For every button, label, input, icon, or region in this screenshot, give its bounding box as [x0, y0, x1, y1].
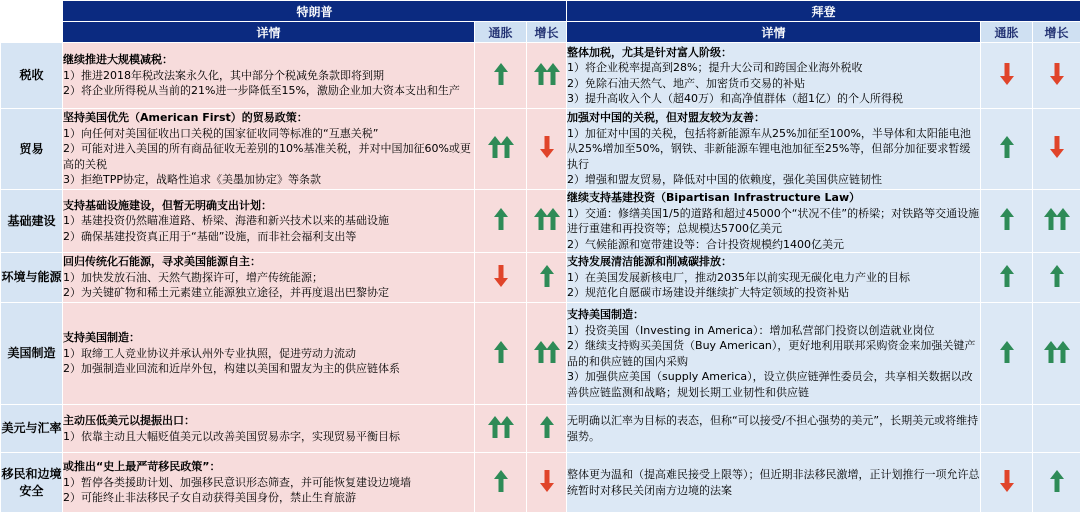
- row-category: 基础建设: [1, 190, 63, 253]
- table-row: [1, 109, 1080, 190]
- biden-detail-line: 1）将企业税率提高到28%；提升大公司和跨国企业海外税收: [567, 61, 863, 74]
- trump-growth-arrows: [541, 416, 553, 438]
- biden-detail-line: 2）免除石油天然气、地产、加密货币交易的补贴: [567, 76, 806, 90]
- trump-growth-indicator: [527, 109, 567, 190]
- biden-detail-line: 整体更为温和（提高难民接受上限等）；但近期非法移民激增，正计划推行一项允许总统暂时对移民关闭南方边境的法案: [567, 468, 980, 497]
- biden-growth-indicator: [1033, 253, 1080, 303]
- row-category: 税收: [1, 43, 63, 109]
- arrow-up-icon: [546, 341, 560, 363]
- trump-detail-line: 1）基建投资仍然瞄准道路、桥梁、海港和新兴技术以来的基础设施: [63, 214, 389, 228]
- biden-detail-line: 3）加强供应美国（supply America），设立供应链弹性委员会，共享相关数据以改善供应链监测和战略；规划长期工业韧性和供应链: [567, 370, 973, 399]
- table-row: [1, 190, 1080, 253]
- trump-detail: [63, 405, 475, 453]
- biden-detail-line: 1）交通：修缮美国1/5的道路和超过45000个“状况不佳”的桥梁；对铁路等交通设施进行重建和再投资等；总规模达5700亿美元: [567, 206, 980, 235]
- trump-detail-line: 1）取缔工人竞业协议并承认州外专业执照，促进劳动力流动: [63, 346, 356, 360]
- row-category: 美国制造: [1, 303, 63, 405]
- arrow-up-icon: [494, 470, 508, 492]
- biden-inflation-indicator: [981, 453, 1033, 513]
- trump-detail: [63, 190, 475, 253]
- trump-inflation-arrows: [495, 341, 507, 363]
- biden-inflation-indicator: [981, 43, 1033, 109]
- biden-growth-header: 增长: [1033, 22, 1080, 43]
- biden-inflation-indicator: [981, 405, 1033, 453]
- table-row: [1, 405, 1080, 453]
- biden-inflation-arrows: [1001, 470, 1013, 492]
- table-row: [1, 453, 1080, 513]
- trump-inflation-header: 通胀: [475, 22, 527, 43]
- trump-growth-indicator: [527, 43, 567, 109]
- biden-detail-lead: 支持美国制造：: [567, 308, 645, 321]
- trump-inflation-indicator: [475, 303, 527, 405]
- trump-detail-line: 1）暂停各类援助计划、加强移民意识形态筛查，并可能恢复建设边境墙: [63, 475, 411, 489]
- arrow-down-icon: [540, 470, 554, 492]
- trump-detail: [63, 253, 475, 303]
- biden-inflation-arrows: [1001, 136, 1013, 158]
- biden-growth-indicator: [1033, 405, 1080, 453]
- arrow-down-icon: [1000, 63, 1014, 85]
- trump-growth-arrows: [541, 470, 553, 492]
- biden-inflation-indicator: [981, 190, 1033, 253]
- biden-detail: [567, 453, 981, 513]
- arrow-up-icon: [494, 208, 508, 230]
- arrow-up-icon: [1056, 208, 1070, 230]
- biden-detail-header: 详情: [567, 22, 981, 43]
- trump-detail-line: 1）向任何对美国征收出口关税的国家征收同等标准的“互惠关税”: [63, 126, 379, 140]
- biden-growth-arrows: [1051, 63, 1063, 85]
- trump-growth-arrows: [535, 341, 559, 363]
- trump-detail: [63, 43, 475, 109]
- trump-inflation-indicator: [475, 43, 527, 109]
- trump-growth-header: 增长: [527, 22, 567, 43]
- biden-growth-indicator: [1033, 303, 1080, 405]
- trump-detail-line: 2）确保基建投资真正用于“基础”设施，而非社会福利支出等: [63, 229, 357, 243]
- table-row: [1, 303, 1080, 405]
- trump-inflation-arrows: [495, 470, 507, 492]
- trump-detail-lead: 支持基础设施建设，但暂无明确支出计划：: [63, 198, 272, 212]
- arrow-up-icon: [500, 416, 514, 438]
- trump-detail-line: 1）推进2018年税改法案永久化，其中部分个税减免条款即将到期: [63, 68, 384, 82]
- biden-detail-line: 1）投资美国（Investing in America）：增加私营部门投资以创造就业岗位: [567, 323, 935, 337]
- biden-inflation-arrows: [1001, 341, 1013, 363]
- row-category: 美元与汇率: [1, 405, 63, 453]
- trump-detail: [63, 453, 475, 513]
- trump-detail-line: 2）可能终止非法移民子女自动获得美国身份，禁止生育旅游: [63, 491, 356, 505]
- header-corner: [1, 1, 63, 43]
- trump-detail-lead: 支持美国制造：: [63, 331, 140, 345]
- trump-detail-lead: 或推出“史上最严苛移民政策”：: [63, 460, 221, 474]
- trump-growth-indicator: [527, 303, 567, 405]
- trump-growth-arrows: [535, 208, 559, 230]
- biden-detail: [567, 405, 981, 453]
- arrow-down-icon: [1050, 63, 1064, 85]
- biden-inflation-arrows: [1001, 265, 1013, 287]
- row-category: 移民和边境安全: [1, 453, 63, 513]
- trump-inflation-arrows: [495, 208, 507, 230]
- arrow-up-icon: [500, 136, 514, 158]
- biden-detail: [567, 43, 981, 109]
- trump-growth-indicator: [527, 190, 567, 253]
- biden-growth-indicator: [1033, 190, 1080, 253]
- biden-detail-lead: 继续支持基建投资（Bipartisan Infrastructure Law）: [567, 191, 861, 204]
- trump-growth-arrows: [541, 265, 553, 287]
- arrow-down-icon: [1050, 136, 1064, 158]
- trump-growth-arrows: [541, 136, 553, 158]
- biden-detail-line: 2）气候能源和宽带建设等：合计投资规模约1400亿美元: [567, 237, 845, 251]
- trump-detail-line: 1）加快发放石油、天然气勘探许可，增产传统能源；: [63, 270, 323, 284]
- biden-detail-line: 1）在美国发展新核电厂，推动2035年以前实现无碳化电力产业的目标: [567, 270, 911, 284]
- trump-detail-line: 2）加强制造业回流和近岸外包，构建以美国和盟友为主的供应链体系: [63, 362, 400, 376]
- biden-inflation-indicator: [981, 109, 1033, 190]
- arrow-up-icon: [1050, 265, 1064, 287]
- trump-inflation-arrows: [489, 136, 513, 158]
- biden-detail-lead: 整体加税，尤其是针对富人阶级：: [567, 45, 733, 59]
- arrow-up-icon: [1000, 208, 1014, 230]
- trump-detail-line: 2）为关键矿物和稀土元素建立能源独立途径，并再度退出巴黎协定: [63, 286, 389, 300]
- row-category: 贸易: [1, 109, 63, 190]
- row-category: 环境与能源: [1, 253, 63, 303]
- trump-inflation-arrows: [489, 416, 513, 438]
- trump-growth-arrows: [535, 63, 559, 85]
- biden-detail: [567, 303, 981, 405]
- trump-detail-line: 2）将企业所得税从当前的21%进一步降低至15%，激励企业加大资本支出和生产: [63, 84, 460, 98]
- biden-detail: [567, 253, 981, 303]
- biden-detail-lead: 加强对中国的关税，但对盟友较为友善：: [567, 111, 766, 125]
- trump-inflation-indicator: [475, 190, 527, 253]
- biden-detail: [567, 190, 981, 253]
- arrow-up-icon: [546, 63, 560, 85]
- trump-inflation-arrows: [495, 63, 507, 85]
- trump-growth-indicator: [527, 405, 567, 453]
- biden-detail-line: 2）规范化自愿碳市场建设并继续扩大特定领域的投资补贴: [567, 286, 850, 300]
- arrow-up-icon: [540, 416, 554, 438]
- trump-inflation-indicator: [475, 453, 527, 513]
- biden-growth-arrows: [1051, 470, 1063, 492]
- biden-growth-arrows: [1051, 136, 1063, 158]
- table-row: [1, 253, 1080, 303]
- trump-detail: [63, 303, 475, 405]
- trump-inflation-indicator: [475, 253, 527, 303]
- arrow-up-icon: [540, 265, 554, 287]
- trump-detail-line: 3）拒绝TPP协定，战略性追求《美墨加协定》等条款: [63, 173, 321, 187]
- biden-inflation-arrows: [1001, 208, 1013, 230]
- arrow-up-icon: [1000, 265, 1014, 287]
- arrow-up-icon: [1050, 470, 1064, 492]
- table-body: [1, 43, 1080, 513]
- arrow-down-icon: [1000, 470, 1014, 492]
- arrow-up-icon: [1000, 341, 1014, 363]
- arrow-up-icon: [1000, 136, 1014, 158]
- biden-inflation-header: 通胀: [981, 22, 1033, 43]
- trump-detail-lead: 主动压低美元以提振出口：: [63, 414, 195, 427]
- trump-detail-lead: 坚持美国优先（American First）的贸易政策：: [63, 111, 308, 125]
- biden-detail: [567, 109, 981, 190]
- biden-detail-line: 2）增强和盟友贸易，降低对中国的依赖度，强化美国供应链韧性: [567, 173, 883, 187]
- arrow-down-icon: [540, 136, 554, 158]
- biden-detail-lead: 支持发展清洁能源和削减碳排放：: [567, 255, 733, 269]
- arrow-up-icon: [546, 208, 560, 230]
- biden-growth-arrows: [1045, 208, 1069, 230]
- trump-detail-line: 2）可能对进入美国的所有商品征收无差别的10%基准关税，并对中国加征60%或更高的关税: [63, 142, 471, 171]
- trump-detail-lead: 继续推进大规模减税：: [63, 53, 173, 67]
- trump-detail-lead: 回归传统化石能源，寻求美国能源自主：: [63, 255, 261, 269]
- arrow-down-icon: [494, 265, 508, 287]
- biden-inflation-arrows: [1001, 63, 1013, 85]
- trump-growth-indicator: [527, 253, 567, 303]
- trump-growth-indicator: [527, 453, 567, 513]
- biden-growth-indicator: [1033, 109, 1080, 190]
- biden-inflation-indicator: [981, 303, 1033, 405]
- biden-growth-indicator: [1033, 453, 1080, 513]
- biden-growth-arrows: [1045, 341, 1069, 363]
- biden-detail-line: 2）继续支持购买美国货（Buy American），更好地利用联邦采购资金来加强关键产品的和供应链的国内采购: [567, 339, 976, 368]
- arrow-up-icon: [494, 341, 508, 363]
- arrow-up-icon: [494, 63, 508, 85]
- trump-detail: [63, 109, 475, 190]
- biden-growth-arrows: [1051, 265, 1063, 287]
- trump-inflation-indicator: [475, 405, 527, 453]
- biden-header: 拜登: [567, 1, 1080, 22]
- biden-detail-line: 1）加征对中国的关税，包括将新能源车从25%加征至100%，半导体和太阳能电池从25%增加至50%，钢铁、非新能源车锂电池加征至25%等，但部分加征要求暂缓执行: [567, 126, 971, 171]
- trump-inflation-arrows: [495, 265, 507, 287]
- trump-detail-header: 详情: [63, 22, 475, 43]
- trump-detail-line: 1）依靠主动且大幅贬值美元以改善美国贸易赤字，实现贸易平衡目标: [63, 429, 400, 443]
- arrow-up-icon: [1056, 341, 1070, 363]
- biden-inflation-indicator: [981, 253, 1033, 303]
- biden-detail-line: 无明确以汇率为目标的表态，但称“可以接受/不担心强势的美元”，长期美元或将维持强势。: [567, 414, 979, 443]
- biden-detail-line: 3）提升高收入个人（超40万）和高净值群体（超1亿）的个人所得税: [567, 92, 904, 105]
- biden-growth-indicator: [1033, 43, 1080, 109]
- trump-inflation-indicator: [475, 109, 527, 190]
- table-row: [1, 43, 1080, 109]
- trump-header: 特朗普: [63, 1, 567, 22]
